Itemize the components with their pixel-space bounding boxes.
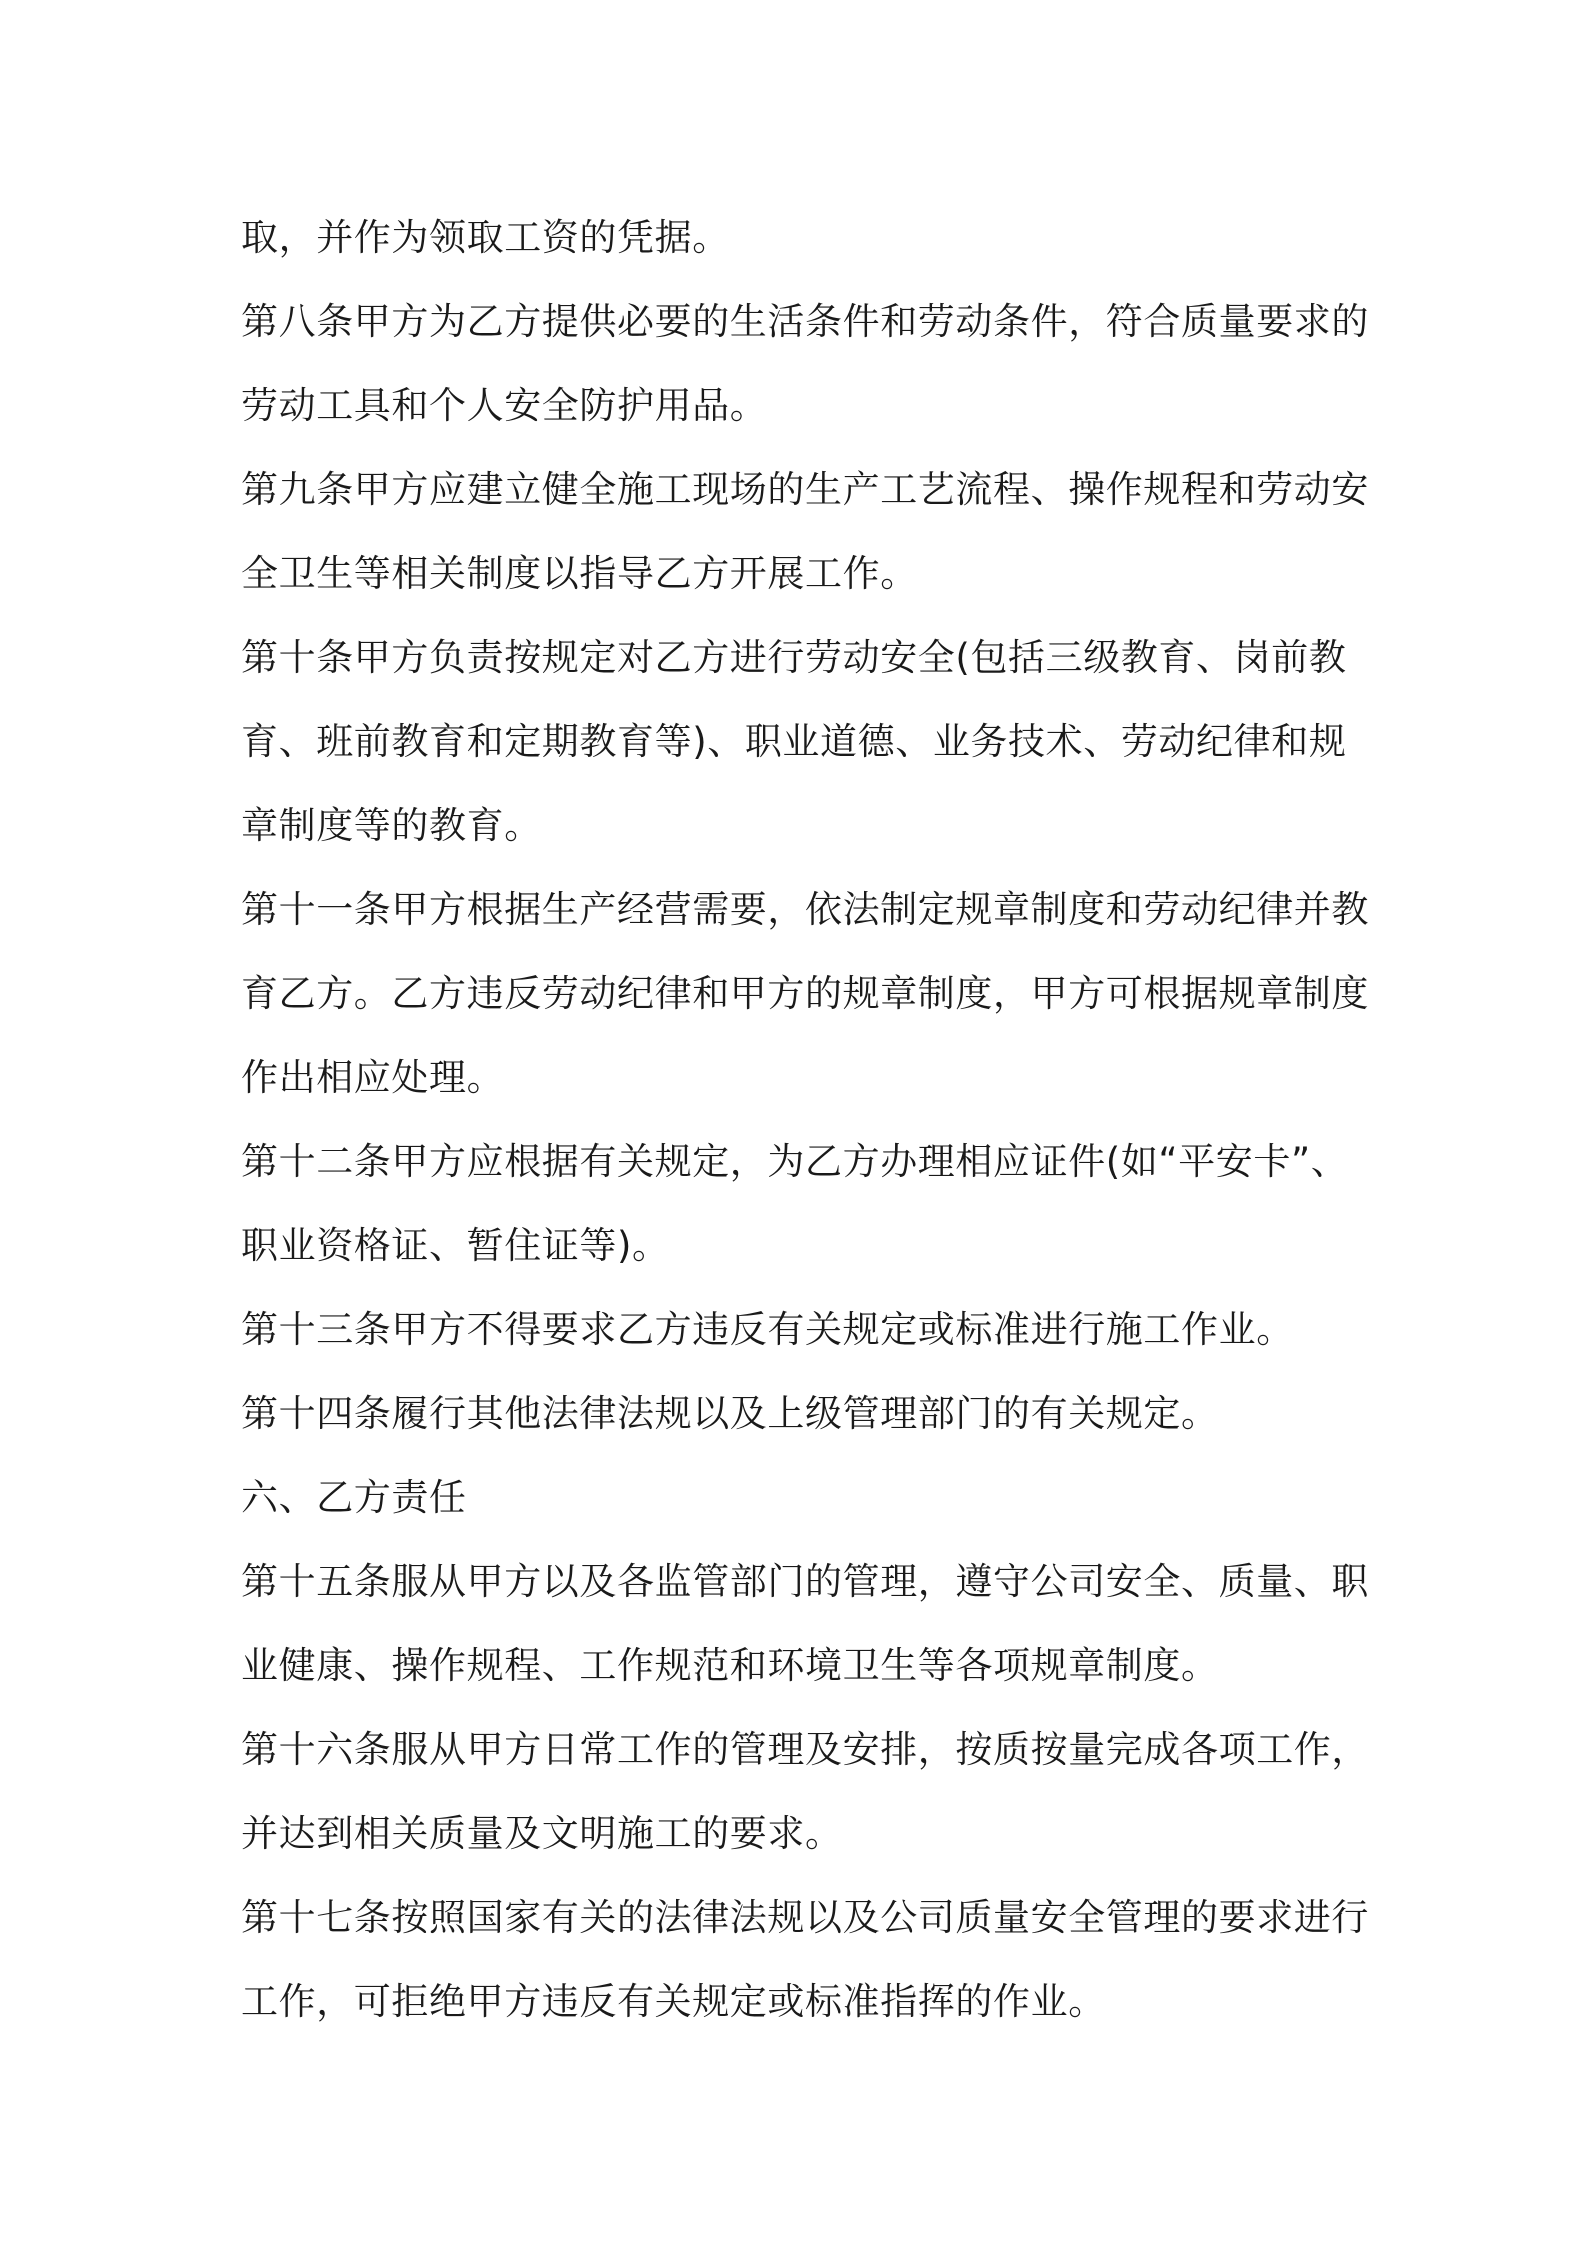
article-16: 第十六条服从甲方日常工作的管理及安排，按质按量完成各项工作，并达到相关质量及文明施工的要求。 [241, 1728, 1369, 1855]
section-heading-party-b-responsibilities: 六、乙方责任 [241, 1476, 467, 1519]
paragraph-continuation: 取，并作为领取工资的凭据。 [241, 216, 730, 259]
article-13: 第十三条甲方不得要求乙方违反有关规定或标准进行施工作业。 [241, 1308, 1294, 1351]
article-17: 第十七条按照国家有关的法律法规以及公司质量安全管理的要求进行工作，可拒绝甲方违反有关规定或标准指挥的作业。 [241, 1896, 1369, 2023]
document-body [241, 196, 1371, 2044]
article-9: 第九条甲方应建立健全施工现场的生产工艺流程、操作规程和劳动安全卫生等相关制度以指导乙方开展工作。 [241, 468, 1369, 595]
article-10: 第十条甲方负责按规定对乙方进行劳动安全(包括三级教育、岗前教育、班前教育和定期教育等)、职业道德、业务技术、劳动纪律和规章制度等的教育。 [241, 636, 1347, 847]
article-14: 第十四条履行其他法律法规以及上级管理部门的有关规定。 [241, 1392, 1219, 1435]
article-8: 第八条甲方为乙方提供必要的生活条件和劳动条件，符合质量要求的劳动工具和个人安全防护用品。 [241, 300, 1369, 427]
article-11: 第十一条甲方根据生产经营需要，依法制定规章制度和劳动纪律并教育乙方。乙方违反劳动纪律和甲方的规章制度，甲方可根据规章制度作出相应处理。 [241, 888, 1369, 1099]
article-15: 第十五条服从甲方以及各监管部门的管理，遵守公司安全、质量、职业健康、操作规程、工作规范和环境卫生等各项规章制度。 [241, 1560, 1369, 1687]
article-12: 第十二条甲方应根据有关规定，为乙方办理相应证件(如“平安卡”、职业资格证、暂住证等)。 [241, 1140, 1349, 1267]
